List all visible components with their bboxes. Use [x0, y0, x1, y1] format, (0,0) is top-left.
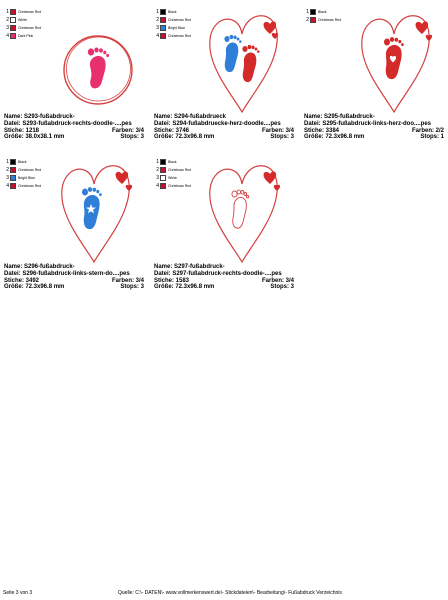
- design-info: [154, 114, 294, 141]
- design-file: Datei: S294-fußabdruecke-herz-doodle....pes: [154, 120, 281, 127]
- legend-row: 4 Christmas Red: [6, 183, 42, 189]
- legend-row: 2 Christmas Red: [306, 17, 342, 23]
- color-legend: [154, 158, 191, 190]
- legend-row: 1 Black: [306, 9, 327, 15]
- legend-row: 3 Bright Blue: [156, 25, 186, 31]
- design-card: [154, 8, 294, 141]
- legend-row: 4 Christmas Red: [156, 33, 192, 39]
- legend-row: 2 White: [6, 17, 27, 23]
- stitch-count: Stiche: 3746: [154, 127, 190, 134]
- legend-row: 1 Black: [156, 159, 177, 165]
- design-name: Name: S296-fußabdruck-: [4, 264, 75, 270]
- design-thumbnail: [304, 8, 444, 114]
- stitch-count: Stiche: 1218: [4, 127, 40, 134]
- color-count: Farben: 3/4: [111, 127, 144, 134]
- color-count: Farben: 3/4: [261, 127, 294, 134]
- design-info: [4, 114, 144, 141]
- stop-count: Stops: 1: [420, 134, 444, 141]
- legend-row: 4 Dark Pink: [6, 33, 34, 39]
- color-legend: [4, 158, 41, 190]
- legend-row: 2 Christmas Red: [156, 17, 192, 23]
- footprint-circle-artwork: [60, 32, 136, 108]
- design-name: Name: S297-fußabdruck-: [154, 264, 225, 270]
- design-thumbnail: [4, 8, 144, 114]
- color-legend: [4, 8, 41, 40]
- source-path: Quelle: C:\- DATEN\- www.vollmerkenswert.de\- Stickdateien\- Bearbeitung\- Fußabdruck Verzeichnis: [118, 590, 342, 596]
- legend-row: 2 Christmas Red: [6, 167, 42, 173]
- stop-count: Stops: 3: [270, 134, 294, 141]
- design-info: [4, 264, 144, 291]
- color-count: Farben: 3/4: [261, 277, 294, 284]
- design-name: Name: S294-fußabdrueck: [154, 114, 227, 120]
- legend-row: 3 Bright Blue: [6, 175, 36, 181]
- heart-foot-outline-artwork: [204, 160, 286, 264]
- stitch-count: Stiche: 1583: [154, 277, 190, 284]
- color-count: Farben: 2/2: [411, 127, 444, 134]
- color-count: Farben: 3/4: [111, 277, 144, 284]
- heart-foot-heart-artwork: [356, 10, 438, 114]
- design-card: [4, 158, 144, 291]
- design-file: Datei: S295-fußabdruck-links-herz-doo....pes: [304, 120, 432, 127]
- design-file: Datei: S297-fußabdruck-rechts-doodle-....pes: [154, 270, 282, 277]
- stitch-count: Stiche: 3384: [304, 127, 340, 134]
- legend-row: 2 Christmas Red: [156, 167, 192, 173]
- legend-row: 1 Christmas Red: [6, 9, 42, 15]
- legend-row: 3 Christmas Red: [6, 25, 42, 31]
- design-size: Größe: 72.3x96.8 mm: [4, 284, 65, 291]
- design-info: [304, 114, 444, 141]
- design-card: [4, 8, 144, 141]
- design-size: Größe: 72.3x96.8 mm: [154, 284, 215, 291]
- design-file: Datei: S296-fußabdruck-links-stern-do....pes: [4, 270, 130, 277]
- legend-row: 3 White: [156, 175, 177, 181]
- heart-foot-star-artwork: [56, 160, 138, 264]
- design-size: Größe: 38.0x38.1 mm: [4, 134, 65, 141]
- design-card: [304, 8, 444, 141]
- color-legend: [304, 8, 341, 24]
- design-thumbnail: [154, 8, 294, 114]
- stop-count: Stops: 3: [120, 134, 144, 141]
- design-card: [154, 158, 294, 291]
- design-info: [154, 264, 294, 291]
- page-number: Seite 3 von 3: [3, 590, 33, 596]
- design-thumbnail: [4, 158, 144, 264]
- stitch-count: Stiche: 3492: [4, 277, 40, 284]
- stop-count: Stops: 3: [270, 284, 294, 291]
- legend-row: 1 Black: [156, 9, 177, 15]
- design-name: Name: S295-fußabdruck-: [304, 114, 375, 120]
- design-size: Größe: 72.3x96.8 mm: [154, 134, 215, 141]
- stop-count: Stops: 3: [120, 284, 144, 291]
- design-thumbnail: [154, 158, 294, 264]
- legend-row: 1 Black: [6, 159, 27, 165]
- design-name: Name: S293-fußabdruck-: [4, 114, 75, 120]
- color-legend: [154, 8, 191, 40]
- design-size: Größe: 72.3x96.8 mm: [304, 134, 365, 141]
- legend-row: 4 Christmas Red: [156, 183, 192, 189]
- design-file: Datei: S293-fußabdruck-rechts-doodle-....pes: [4, 120, 132, 127]
- heart-two-feet-artwork: [204, 10, 284, 114]
